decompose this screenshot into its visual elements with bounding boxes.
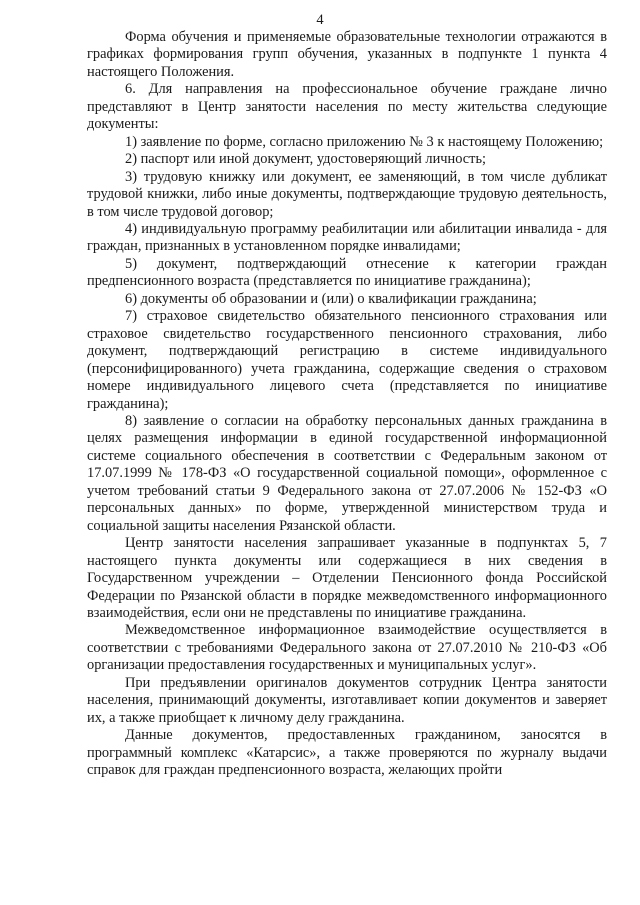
list-item-4: 4) индивидуальную программу реабилитации или абилитации инвалида - для граждан, признанных в установленном порядке инвалидами;: [87, 220, 607, 255]
document-body: [87, 29, 607, 779]
paragraph-item-6-intro: 6. Для направления на профессиональное обучение граждане лично представляют в Центр занятости населения по месту жительства следующие документы:: [87, 81, 607, 133]
paragraph-original-documents: При предъявлении оригиналов документов сотрудник Центра занятости населения, принимающий документы, изготавливает копии документов и заверяет их, а также приобщает к личному делу гражданина.: [87, 674, 607, 726]
paragraph-interagency-interaction: Межведомственное информационное взаимодействие осуществляется в соответствии с требованиями Федерального закона от 27.07.2010 № 210-ФЗ «Об организации предоставления государственных и муниципальных услуг».: [87, 622, 607, 674]
paragraph-employment-center-requests: Центр занятости населения запрашивает указанные в подпунктах 5, 7 настоящего пункта документы или содержащиеся в них сведения в Государственном учреждении – Отделении Пенсионного фонда Российской Федерации по Рязанской области в порядке межведомственного информационного взаимодействия, если они не представлены по инициативе гражданина.: [87, 535, 607, 621]
list-item-6: 6) документы об образовании и (или) о квалификации гражданина;: [125, 290, 537, 307]
list-item-8: 8) заявление о согласии на обработку персональных данных гражданина в целях размещения информации в единой государственной информационной системе социального обеспечения в соответствии с Федеральным законом от 17.07.1999 № 178-ФЗ «О государственной социальной помощи», оформленное с учетом требований статьи 9 Федерального закона от 27.07.2006 № 152-ФЗ «О персональных данных» по форме, утвержденной министерством труда и социальной защиты населения Рязанской области.: [87, 412, 607, 534]
list-item-1: 1) заявление по форме, согласно приложению № 3 к настоящему Положению;: [125, 133, 604, 150]
list-item-5: 5) документ, подтверждающий отнесение к категории граждан предпенсионного возраста (представляется по инициативе гражданина);: [87, 255, 607, 290]
page-number: 4: [316, 12, 324, 28]
list-item-3: 3) трудовую книжку или документ, ее заменяющий, в том числе дубликат трудовой книжки, либо иные документы, подтверждающие трудовую деятельность, в том числе трудовой договор;: [87, 168, 607, 220]
list-item-7: 7) страховое свидетельство обязательного пенсионного страхования или страховое свидетельство государственного пенсионного страхования, либо документ, подтверждающий регистрацию в системе индивидуального (персонифицированного) учета гражданина, содержащие сведения о страховом номере индивидуального лицевого счета (представляется по инициативе гражданина);: [87, 308, 607, 412]
paragraph-data-entry: Данные документов, предоставленных гражданином, заносятся в программный комплекс «Катарсис», а также проверяются по журналу выдачи справок для граждан предпенсионного возраста, желающих пройти: [87, 727, 607, 779]
paragraph-form-of-training: Форма обучения и применяемые образовательные технологии отражаются в графиках формирования групп обучения, указанных в подпункте 1 пункта 4 настоящего Положения.: [87, 29, 607, 80]
list-item-2: 2) паспорт или иной документ, удостоверяющий личность;: [125, 151, 487, 168]
